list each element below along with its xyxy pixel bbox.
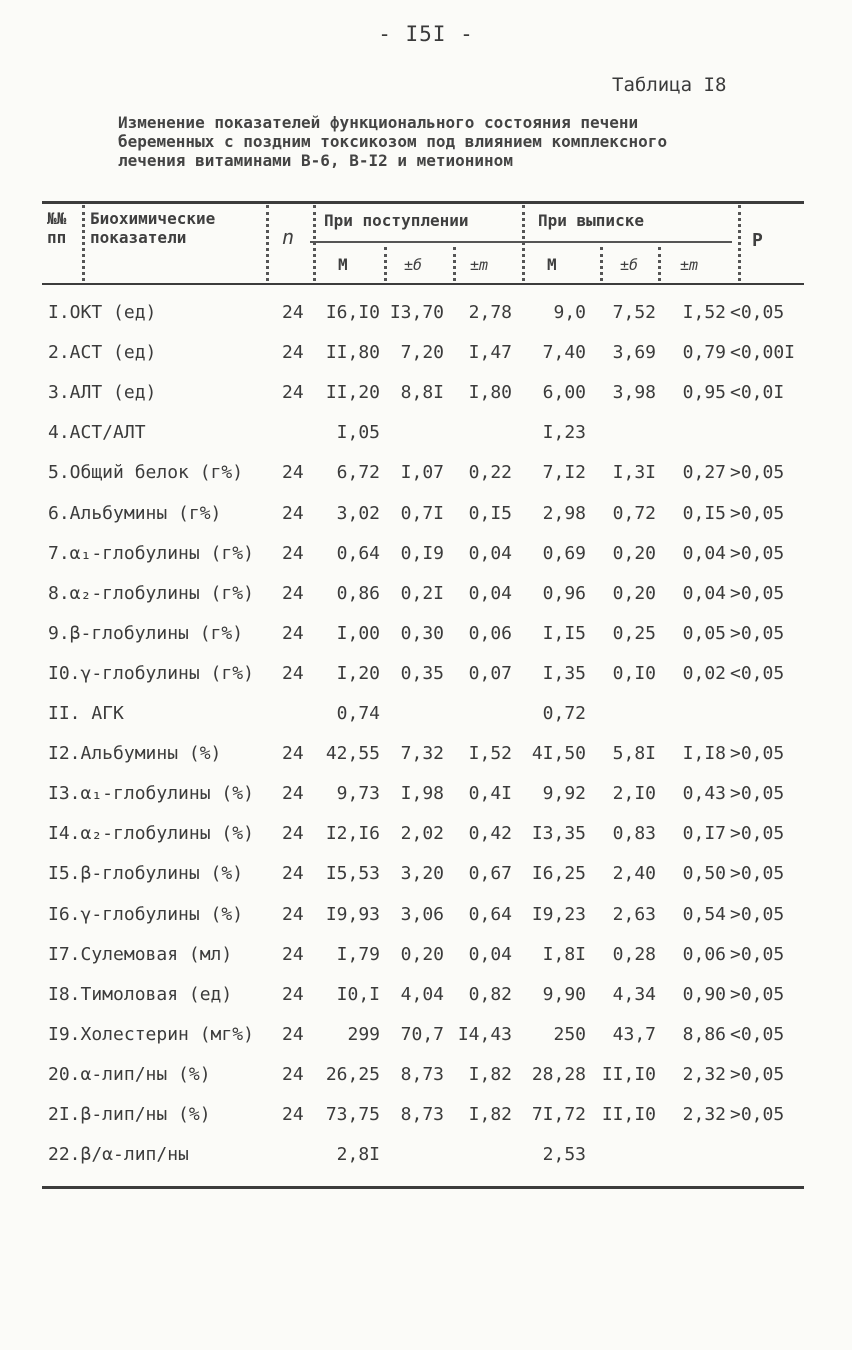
admission-mean: 0,86 <box>336 583 380 604</box>
admission-error: 0,I5 <box>468 503 512 524</box>
n-value: 24 <box>282 302 304 323</box>
n-value: 24 <box>282 743 304 764</box>
page-number: - I5I - <box>378 22 474 46</box>
discharge-error: I,52 <box>682 302 726 323</box>
indicator-name: 9.β-глобулины (г%) <box>48 623 244 644</box>
p-value: >0,05 <box>730 984 785 1005</box>
discharge-mean: 2,98 <box>542 503 586 524</box>
discharge-sd: 3,69 <box>612 342 656 363</box>
admission-sd: 3,06 <box>400 904 444 925</box>
indicator-name: I2.Альбумины (%) <box>48 743 222 764</box>
indicator-name: I6.γ-глобулины (%) <box>48 904 244 925</box>
header-n: n <box>282 225 295 249</box>
admission-mean: 26,25 <box>325 1064 380 1085</box>
admission-mean: I9,93 <box>325 904 380 925</box>
admission-error: I4,43 <box>457 1024 512 1045</box>
discharge-error: 2,32 <box>682 1064 726 1085</box>
discharge-sd: 0,28 <box>612 944 656 965</box>
discharge-sd: 7,52 <box>612 302 656 323</box>
discharge-sd: 2,I0 <box>612 783 656 804</box>
admission-mean: I,20 <box>336 663 380 684</box>
discharge-mean: 7I,72 <box>531 1104 586 1125</box>
n-value: 24 <box>282 863 304 884</box>
admission-sd: 4,04 <box>400 984 444 1005</box>
admission-sd: 2,02 <box>400 823 444 844</box>
discharge-error: 0,I7 <box>682 823 726 844</box>
admission-sd: 7,20 <box>400 342 444 363</box>
discharge-mean: 0,69 <box>542 543 586 564</box>
n-value: 24 <box>282 823 304 844</box>
caption-line-1: Изменение показателей функционального состояния печени <box>118 113 639 132</box>
discharge-error: 0,95 <box>682 382 726 403</box>
admission-mean: I,05 <box>336 422 380 443</box>
p-value: >0,05 <box>730 823 785 844</box>
discharge-mean: 7,40 <box>542 342 586 363</box>
table-header-rule <box>42 283 804 285</box>
p-value: >0,05 <box>730 543 785 564</box>
admission-mean: II,80 <box>325 342 380 363</box>
admission-sd: 70,7 <box>400 1024 444 1045</box>
admission-mean: I,79 <box>336 944 380 965</box>
admission-mean: I2,I6 <box>325 823 380 844</box>
discharge-mean: 9,92 <box>542 783 586 804</box>
indicator-name: 3.АЛТ (ед) <box>48 382 157 403</box>
table-top-rule <box>42 201 804 204</box>
n-value: 24 <box>282 543 304 564</box>
p-value: <0,05 <box>730 1024 785 1045</box>
p-value: <0,0I <box>730 382 785 403</box>
discharge-mean: 250 <box>553 1024 586 1045</box>
indicator-name: I0.γ-глобулины (г%) <box>48 663 254 684</box>
discharge-sd: 0,25 <box>612 623 656 644</box>
admission-error: 2,78 <box>468 302 512 323</box>
n-value: 24 <box>282 342 304 363</box>
discharge-sd: 0,20 <box>612 543 656 564</box>
p-value: >0,05 <box>730 944 785 965</box>
p-value: >0,05 <box>730 1064 785 1085</box>
discharge-sd: 43,7 <box>612 1024 656 1045</box>
admission-error: 0,07 <box>468 663 512 684</box>
discharge-sd: I,3I <box>612 462 656 483</box>
n-value: 24 <box>282 623 304 644</box>
admission-mean: I0,I <box>336 984 380 1005</box>
admission-mean: 3,02 <box>336 503 380 524</box>
discharge-sd: 0,72 <box>612 503 656 524</box>
admission-mean: 299 <box>347 1024 380 1045</box>
table-caption <box>118 113 818 170</box>
indicator-name: I8.Тимоловая (ед) <box>48 984 233 1005</box>
admission-mean: 2,8I <box>336 1144 380 1165</box>
n-value: 24 <box>282 462 304 483</box>
admission-mean: I6,I0 <box>325 302 380 323</box>
discharge-mean: I,8I <box>542 944 586 965</box>
header-separator <box>600 247 603 281</box>
discharge-sd: II,I0 <box>601 1064 656 1085</box>
admission-mean: II,20 <box>325 382 380 403</box>
p-value: >0,05 <box>730 904 785 925</box>
admission-mean: 0,64 <box>336 543 380 564</box>
admission-error: I,80 <box>468 382 512 403</box>
admission-error: 0,04 <box>468 543 512 564</box>
caption-line-3: лечения витаминами В-6, В-I2 и метионином <box>118 151 513 170</box>
discharge-mean: I,35 <box>542 663 586 684</box>
admission-error: 0,42 <box>468 823 512 844</box>
discharge-sd: 0,83 <box>612 823 656 844</box>
indicator-name: II. АГК <box>48 703 124 724</box>
p-value: >0,05 <box>730 462 785 483</box>
discharge-error: 0,04 <box>682 583 726 604</box>
n-value: 24 <box>282 1024 304 1045</box>
p-value: <0,05 <box>730 663 785 684</box>
header-m-admission: М <box>338 255 348 274</box>
discharge-mean: 28,28 <box>531 1064 586 1085</box>
header-error-admission: ±m <box>470 256 489 274</box>
admission-mean: 0,74 <box>336 703 380 724</box>
indicator-name: 2.АСТ (ед) <box>48 342 157 363</box>
n-value: 24 <box>282 904 304 925</box>
p-value: >0,05 <box>730 583 785 604</box>
n-value: 24 <box>282 1064 304 1085</box>
header-separator <box>738 205 741 281</box>
n-value: 24 <box>282 1104 304 1125</box>
discharge-error: 0,05 <box>682 623 726 644</box>
indicator-name: I.ОКТ (ед) <box>48 302 157 323</box>
discharge-mean: I,I5 <box>542 623 586 644</box>
discharge-mean: 9,0 <box>553 302 586 323</box>
header-biochem-line-1: Биохимические <box>90 209 216 228</box>
admission-sd: 7,32 <box>400 743 444 764</box>
p-value: <0,05 <box>730 302 785 323</box>
discharge-mean: I,23 <box>542 422 586 443</box>
discharge-error: 0,50 <box>682 863 726 884</box>
admission-error: 0,06 <box>468 623 512 644</box>
admission-sd: I,07 <box>400 462 444 483</box>
discharge-sd: 2,63 <box>612 904 656 925</box>
admission-sd: 0,20 <box>400 944 444 965</box>
p-value: >0,05 <box>730 1104 785 1125</box>
admission-sd: 0,7I <box>400 503 444 524</box>
admission-error: 0,22 <box>468 462 512 483</box>
discharge-sd: 3,98 <box>612 382 656 403</box>
p-value: >0,05 <box>730 623 785 644</box>
admission-mean: I,00 <box>336 623 380 644</box>
header-separator <box>82 205 85 281</box>
admission-error: I,47 <box>468 342 512 363</box>
header-m-discharge: М <box>547 255 557 274</box>
header-admission: При поступлении <box>324 211 469 230</box>
p-value: >0,05 <box>730 863 785 884</box>
indicator-name: I9.Холестерин (мг%) <box>48 1024 254 1045</box>
caption-line-2: беременных с поздним токсикозом под влиянием комплексного <box>118 132 668 151</box>
discharge-error: 0,06 <box>682 944 726 965</box>
discharge-mean: I3,35 <box>531 823 586 844</box>
header-num: №№ <box>47 209 67 228</box>
admission-error: 0,64 <box>468 904 512 925</box>
table-label: Таблица I8 <box>612 74 727 96</box>
p-value: <0,00I <box>730 342 796 363</box>
admission-sd: 8,8I <box>400 382 444 403</box>
admission-mean: 42,55 <box>325 743 380 764</box>
n-value: 24 <box>282 944 304 965</box>
indicator-name: I5.β-глобулины (%) <box>48 863 244 884</box>
indicator-name: 8.α₂-глобулины (г%) <box>48 583 254 604</box>
p-value: >0,05 <box>730 743 785 764</box>
discharge-error: 0,04 <box>682 543 726 564</box>
discharge-sd: 5,8I <box>612 743 656 764</box>
header-sigma-discharge: ±б <box>620 256 639 274</box>
admission-error: 0,4I <box>468 783 512 804</box>
admission-sd: 0,I9 <box>400 543 444 564</box>
indicator-name: 22.β/α-лип/ны <box>48 1144 189 1165</box>
header-p: Р <box>752 230 763 251</box>
indicator-name: I3.α₁-глобулины (%) <box>48 783 254 804</box>
admission-sd: 3,20 <box>400 863 444 884</box>
header-separator <box>522 205 525 281</box>
n-value: 24 <box>282 663 304 684</box>
admission-mean: 73,75 <box>325 1104 380 1125</box>
discharge-mean: 9,90 <box>542 984 586 1005</box>
n-value: 24 <box>282 382 304 403</box>
header-separator <box>384 247 387 281</box>
admission-error: I,82 <box>468 1104 512 1125</box>
table-bottom-rule <box>42 1186 804 1189</box>
admission-error: I,52 <box>468 743 512 764</box>
header-pp: пп <box>47 228 67 247</box>
header-separator <box>658 247 661 281</box>
discharge-error: 0,90 <box>682 984 726 1005</box>
admission-sd: 0,35 <box>400 663 444 684</box>
discharge-sd: 0,20 <box>612 583 656 604</box>
discharge-error: 2,32 <box>682 1104 726 1125</box>
header-error-discharge: ±m <box>680 256 699 274</box>
admission-error: 0,67 <box>468 863 512 884</box>
n-value: 24 <box>282 984 304 1005</box>
discharge-error: I,I8 <box>682 743 726 764</box>
admission-mean: I5,53 <box>325 863 380 884</box>
header-sub-rule <box>310 241 732 243</box>
discharge-error: 0,I5 <box>682 503 726 524</box>
discharge-mean: 7,I2 <box>542 462 586 483</box>
indicator-name: 5.Общий белок (г%) <box>48 462 244 483</box>
header-biochem-line-2: показатели <box>90 228 187 247</box>
discharge-mean: 2,53 <box>542 1144 586 1165</box>
discharge-error: 0,79 <box>682 342 726 363</box>
p-value: >0,05 <box>730 783 785 804</box>
admission-mean: 9,73 <box>336 783 380 804</box>
discharge-error: 0,54 <box>682 904 726 925</box>
discharge-error: 0,27 <box>682 462 726 483</box>
discharge-error: 0,02 <box>682 663 726 684</box>
indicator-name: 4.АСТ/АЛТ <box>48 422 146 443</box>
admission-error: 0,04 <box>468 583 512 604</box>
admission-sd: 8,73 <box>400 1064 444 1085</box>
n-value: 24 <box>282 783 304 804</box>
discharge-mean: 0,72 <box>542 703 586 724</box>
admission-error: I,82 <box>468 1064 512 1085</box>
n-value: 24 <box>282 583 304 604</box>
indicator-name: 2I.β-лип/ны (%) <box>48 1104 211 1125</box>
admission-error: 0,82 <box>468 984 512 1005</box>
indicator-name: 7.α₁-глобулины (г%) <box>48 543 254 564</box>
indicator-name: I7.Сулемовая (мл) <box>48 944 233 965</box>
discharge-error: 0,43 <box>682 783 726 804</box>
discharge-mean: 4I,50 <box>531 743 586 764</box>
n-value: 24 <box>282 503 304 524</box>
header-discharge: При выписке <box>538 211 644 230</box>
discharge-sd: 2,40 <box>612 863 656 884</box>
indicator-name: I4.α₂-глобулины (%) <box>48 823 254 844</box>
indicator-name: 20.α-лип/ны (%) <box>48 1064 211 1085</box>
header-separator <box>453 247 456 281</box>
admission-sd: 0,30 <box>400 623 444 644</box>
discharge-sd: II,I0 <box>601 1104 656 1125</box>
admission-sd: 8,73 <box>400 1104 444 1125</box>
admission-error: 0,04 <box>468 944 512 965</box>
p-value: >0,05 <box>730 503 785 524</box>
header-separator <box>313 205 316 281</box>
discharge-error: 8,86 <box>682 1024 726 1045</box>
discharge-sd: 0,I0 <box>612 663 656 684</box>
admission-sd: I,98 <box>400 783 444 804</box>
header-separator <box>266 205 269 281</box>
indicator-name: 6.Альбумины (г%) <box>48 503 222 524</box>
discharge-mean: I9,23 <box>531 904 586 925</box>
header-sigma-admission: ±б <box>404 256 423 274</box>
discharge-sd: 4,34 <box>612 984 656 1005</box>
admission-sd: I3,70 <box>389 302 444 323</box>
discharge-mean: 0,96 <box>542 583 586 604</box>
admission-sd: 0,2I <box>400 583 444 604</box>
admission-mean: 6,72 <box>336 462 380 483</box>
discharge-mean: I6,25 <box>531 863 586 884</box>
discharge-mean: 6,00 <box>542 382 586 403</box>
